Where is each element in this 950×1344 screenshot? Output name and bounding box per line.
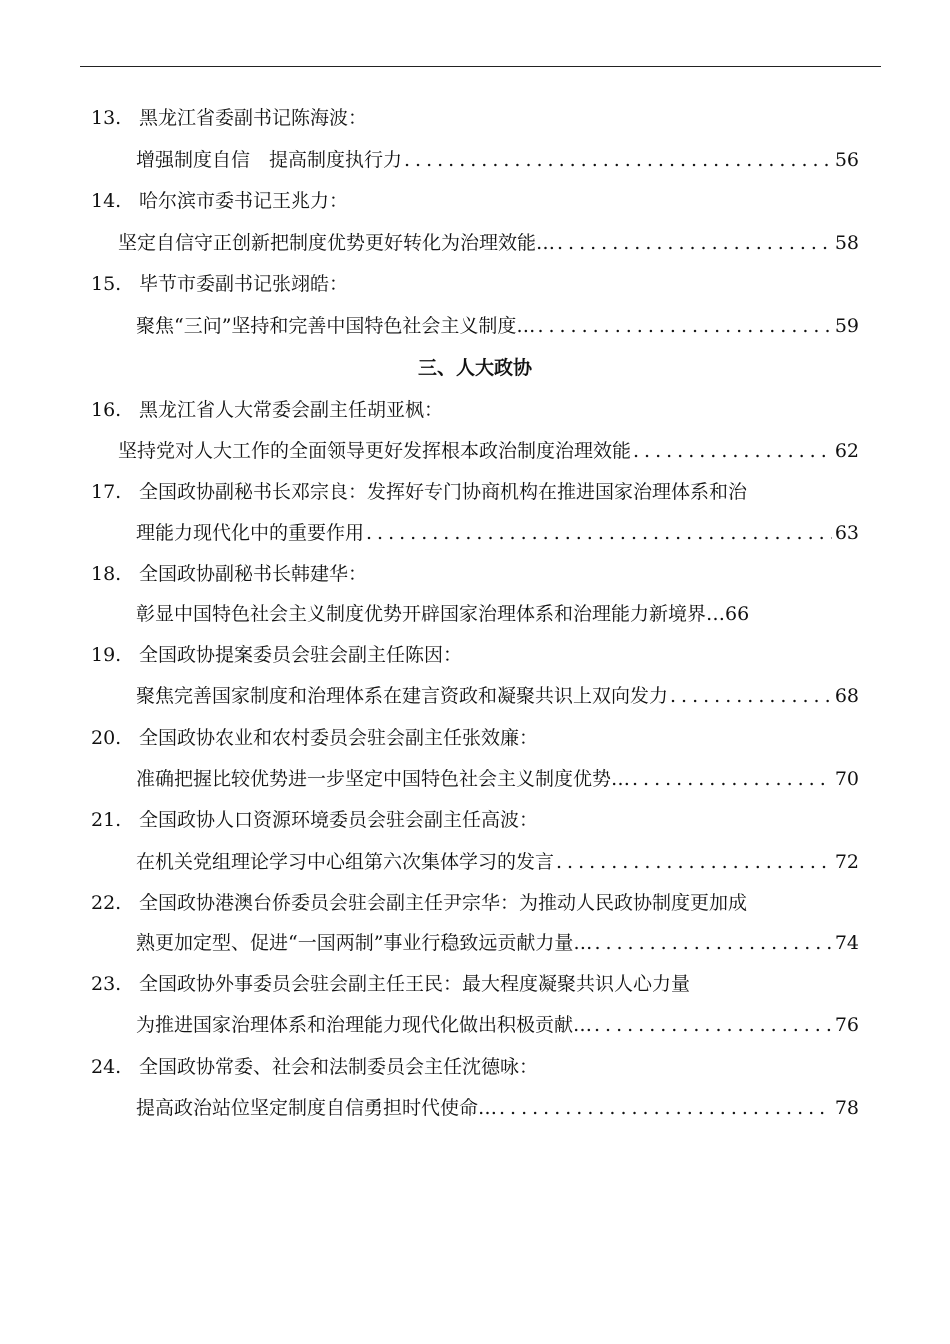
entry-subtitle: 坚持党对人大工作的全面领导更好发挥根本政治制度治理效能 <box>118 440 632 462</box>
page-number: 66 <box>725 603 750 625</box>
page-number: 56 <box>834 149 859 171</box>
dot-leader <box>670 682 832 710</box>
entry-speaker: 全国政协人口资源环境委员会驻会副主任高波： <box>139 809 539 831</box>
entry-number: 20. <box>91 727 122 749</box>
dot-leader <box>366 519 832 547</box>
entry-subtitle: 坚定自信守正创新把制度优势更好转化为治理效能… <box>118 232 556 254</box>
toc-entry-link[interactable] <box>136 146 859 174</box>
entry-number: 23. <box>91 973 122 995</box>
dot-leader <box>594 1011 832 1039</box>
entry-subtitle: 聚焦“三问”坚持和完善中国特色社会主义制度… <box>136 315 536 337</box>
dot-leader <box>537 312 831 340</box>
toc-entry-title <box>91 889 747 917</box>
entry-number: 15. <box>91 273 122 295</box>
dot-leader <box>557 229 832 257</box>
dot-leader <box>632 765 832 793</box>
entry-speaker: 黑龙江省委副书记陈海波： <box>139 107 368 129</box>
header-rule <box>80 66 881 67</box>
entry-number: 18. <box>91 563 122 585</box>
toc-entry-title <box>91 560 367 588</box>
toc-entry-title <box>91 724 538 752</box>
entry-subtitle: 为推进国家治理体系和治理能力现代化做出积极贡献… <box>136 1014 593 1036</box>
toc-entry-title <box>91 641 462 669</box>
entry-speaker: 全国政协副秘书长韩建华： <box>139 563 368 585</box>
entry-number: 17. <box>91 481 122 503</box>
entry-subtitle: 聚焦完善国家制度和治理体系在建言资政和凝聚共识上双向发力 <box>136 685 669 707</box>
page-number: 68 <box>834 685 859 707</box>
toc-entry-title <box>91 187 348 215</box>
toc-entry-link[interactable] <box>136 312 859 340</box>
toc-entry-link[interactable] <box>136 929 859 957</box>
section-heading: 三、人大政协 <box>417 357 532 379</box>
entry-number: 22. <box>91 892 122 914</box>
entry-speaker: 毕节市委副书记张翊皓： <box>139 273 349 295</box>
page-number: 70 <box>834 768 859 790</box>
toc-entry-link[interactable] <box>136 1011 859 1039</box>
dot-leader <box>556 848 832 876</box>
entry-number: 14. <box>91 190 122 212</box>
page-number: 72 <box>834 851 859 873</box>
toc-entry-title <box>91 104 367 132</box>
entry-speaker: 全国政协副秘书长邓宗良：发挥好专门协商机构在推进国家治理体系和治 <box>139 481 748 503</box>
entry-subtitle: 熟更加定型、促进“一国两制”事业行稳致远贡献力量… <box>136 932 593 954</box>
entry-subtitle: 理能力现代化中的重要作用 <box>136 522 365 544</box>
entry-speaker: 黑龙江省人大常委会副主任胡亚枫： <box>139 399 444 421</box>
toc-entry-link[interactable] <box>136 600 859 628</box>
entry-number: 13. <box>91 107 122 129</box>
entry-number: 21. <box>91 809 122 831</box>
entry-speaker: 全国政协外事委员会驻会副主任王民：最大程度凝聚共识人心力量 <box>139 973 691 995</box>
dot-leader <box>633 437 832 465</box>
entry-subtitle: 彰显中国特色社会主义制度优势开辟国家治理体系和治理能力新境界… <box>136 603 726 625</box>
toc-entry-title <box>91 270 348 298</box>
entry-speaker: 全国政协港澳台侨委员会驻会副主任尹宗华：为推动人民政协制度更加成 <box>139 892 748 914</box>
entry-subtitle: 增强制度自信 提高制度执行力 <box>136 149 403 171</box>
entry-subtitle: 准确把握比较优势进一步坚定中国特色社会主义制度优势… <box>136 768 631 790</box>
toc-entry-link[interactable] <box>136 519 859 547</box>
dot-leader <box>404 146 832 174</box>
toc-entry-title <box>91 478 747 506</box>
toc-entry-link[interactable] <box>136 1094 859 1122</box>
dot-leader <box>499 1094 832 1122</box>
toc-entry-title <box>91 806 538 834</box>
page-number: 78 <box>834 1097 859 1119</box>
toc-entry-link[interactable] <box>136 848 859 876</box>
page-number: 62 <box>834 440 859 462</box>
toc-entry-title <box>91 970 690 998</box>
entry-speaker: 哈尔滨市委书记王兆力： <box>139 190 349 212</box>
entry-number: 24. <box>91 1056 122 1078</box>
toc-entry-title <box>91 1053 538 1081</box>
entry-subtitle: 提高政治站位坚定制度自信勇担时代使命… <box>136 1097 498 1119</box>
dot-leader <box>594 929 831 957</box>
entry-number: 16. <box>91 399 122 421</box>
toc-entry-link[interactable] <box>136 682 859 710</box>
page-number: 58 <box>834 232 859 254</box>
entry-subtitle: 在机关党组理论学习中心组第六次集体学习的发言 <box>136 851 555 873</box>
entry-number: 19. <box>91 644 122 666</box>
page-number: 76 <box>834 1014 859 1036</box>
entry-speaker: 全国政协常委、社会和法制委员会主任沈德咏： <box>139 1056 539 1078</box>
page-number: 59 <box>834 315 859 337</box>
page-number: 63 <box>834 522 859 544</box>
page-number: 74 <box>834 932 859 954</box>
toc-entry-link[interactable] <box>136 765 859 793</box>
toc-entry-link[interactable] <box>118 229 859 257</box>
toc-entry-link[interactable] <box>118 437 859 465</box>
entry-speaker: 全国政协提案委员会驻会副主任陈因： <box>139 644 463 666</box>
entry-speaker: 全国政协农业和农村委员会驻会副主任张效廉： <box>139 727 539 749</box>
toc-entry-title <box>91 396 443 424</box>
